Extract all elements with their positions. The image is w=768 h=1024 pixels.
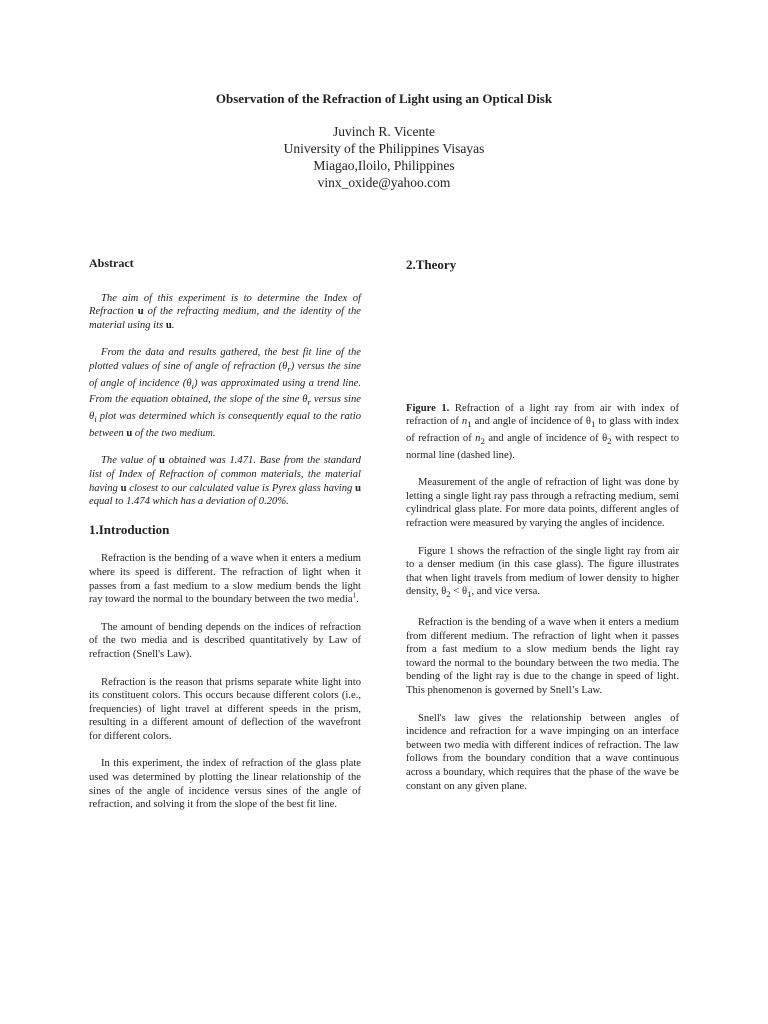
author-email[interactable]: vinx_oxide@yahoo.com [317,175,451,190]
subscript: 2 [446,589,451,600]
abstract-text: The value of [101,455,160,467]
paper-title: Observation of the Refraction of Light using an Optical Disk [215,91,553,106]
theory-text: Figure 1 shows the refraction of the single light ray from air to a denser medium (in this case glass). The figure illustrates that when light travels from medium of lower density to higher density, θ [406,545,679,598]
intro-paragraph: Refraction is the reason that prisms separate white light into its constituent colors. This occurs because different colors (i.e., frequencies) of light travel at different speeds in the prism, resulting in a different amount of deflection of the wavefront for different colors. [89,676,361,742]
author-block [0,123,768,191]
author-affiliation: University of the Philippines Visayas [283,141,485,156]
subscript: i [94,414,97,425]
caption-symbol: n [475,432,481,444]
theory-text: < θ [450,586,468,598]
subscript: 1 [467,419,472,430]
figure-caption [406,402,679,463]
figure-label: Figure 1. [406,402,450,414]
abstract-text: ) was approximated using a trend line. From the equation obtained, the slope of the sine θ [89,377,361,406]
right-column [406,253,679,807]
theory-paragraph: Measurement of the angle of refraction of light was done by letting a single light ray pass through a refracting medium, semi cylindrical glass plate. For more data points, different angles of refraction were measured by varying the angles of incidence. [406,477,679,529]
mu-symbol: u [165,319,172,331]
caption-text: to glass with index of refraction of [406,416,679,444]
abstract-text: . [171,319,175,331]
subscript: r [307,397,311,408]
caption-text: Refraction of a light ray from air with index of refraction of [406,402,679,428]
theory-text: , and vice versa. [471,586,541,598]
abstract-text: closest to our calculated value is Pyrex glass having [126,482,356,494]
author-name: Juvinch R. Vicente [332,124,436,139]
left-column [89,253,361,826]
abstract-text: obtained was 1.471. Base from the standard list of Index of Refraction of common materials, the material having [89,455,361,494]
theory-paragraph [406,545,679,602]
abstract-paragraph [89,454,361,508]
abstract-text: The aim of this experiment is to determine the Index of Refraction [89,292,361,318]
caption-symbol: n [461,416,468,428]
author-location: Miagao,Iloilo, Philippines [313,158,455,173]
caption-text: with respect to normal line (dashed line). [406,432,679,461]
subscript: 2 [607,436,612,446]
abstract-text: equal to 1.474 which has a deviation of 0.20%. [89,496,289,508]
intro-paragraph: The amount of bending depends on the indices of refraction of the two media and is described quantitatively by Law of refraction (Snell's Law). [89,621,361,660]
caption-text: and angle of incidence of θ [471,416,591,428]
abstract-heading: Abstract [89,256,134,270]
abstract-text: ) versus the sine of angle of incidence (θ [89,360,362,389]
subscript: 2 [480,436,485,446]
mu-symbol: u [159,455,165,467]
abstract-text: versus sine θ [89,394,361,423]
intro-text: . [356,594,359,606]
theory-paragraph: Snell's law gives the relationship between angles of incidence and refraction for a wave impinging on an interface between two media with different indices of refraction. The law follows from the boundary condition that a wave continuous across a boundary, which requires that the phase of the wave be constant on any given plane. [406,712,679,792]
theory-paragraph: Refraction is the bending of a wave when it enters a medium from different medium. The refraction of light when it passes from a fast medium to a slow medium bends the light ray toward the normal to the boundary between the two media. The bending of the light ray is due to the change in speed of light. This phenomenon is governed by Snell’s Law. [406,617,679,697]
intro-paragraph: In this experiment, the index of refraction of the glass plate used was determined by plotting the linear relationship of the sines of the angle of incidence versus sines of the angle of refraction, and solving it from the slope of the best fit line. [89,758,361,811]
subscript: 1 [590,419,596,430]
subscript: r [287,364,291,375]
theory-heading: 2.Theory [406,257,457,272]
footnote-ref[interactable]: 1 [352,591,357,600]
intro-text: Refraction is the bending of a wave when it enters a medium where its speed is different. The refraction of light when it passes from a fast medium to a slow medium bends the light ray toward the normal to the boundary between the two media [89,553,361,606]
intro-paragraph [89,552,361,606]
abstract-text: From the data and results gathered, the best fit line of the plotted values of sine of angle of refraction (θ [89,347,361,372]
subscript: 1 [467,589,472,600]
figure-placeholder [406,272,679,402]
abstract-text: of the two medium. [132,427,216,439]
abstract-text: plot was determined which is consequently equal to the ratio between [89,411,361,439]
abstract-paragraph [89,292,361,333]
mu-symbol: u [126,427,133,439]
subscript: i [191,380,194,391]
mu-symbol: u [137,306,144,318]
abstract-text: of the refracting medium, and the identity of the material using its [89,306,361,331]
introduction-heading: 1.Introduction [89,521,170,537]
mu-symbol: u [355,482,361,494]
mu-symbol: u [120,482,127,494]
caption-text: and angle of incidence of θ [484,432,608,444]
abstract-paragraph [89,346,361,440]
